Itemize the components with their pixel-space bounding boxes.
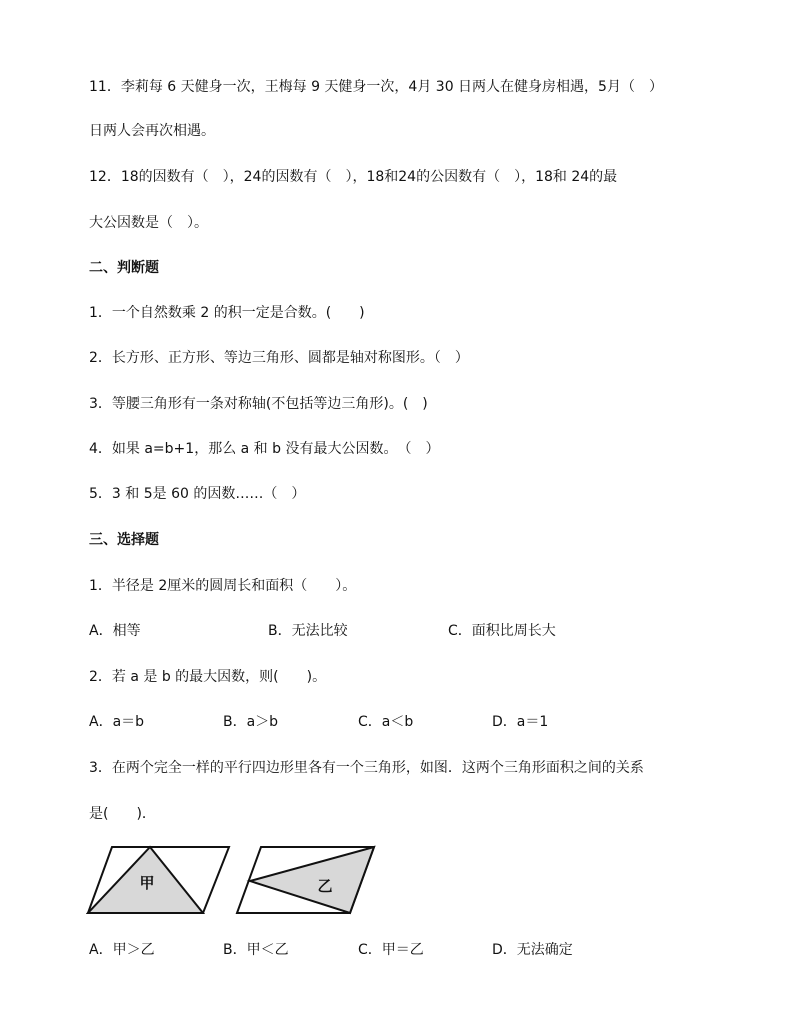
judge-q4: 4．如果 a=b+1，那么 a 和 b 没有最大公因数。 （ ） <box>89 441 440 457</box>
choice-q1-option-b: B．无法比较 <box>268 623 348 639</box>
choice-q2: 2．若 a 是 b 的最大因数，则( )。 <box>89 669 327 685</box>
choice-q3-option-a: A．甲＞乙 <box>89 942 155 958</box>
section2-heading: 二、判断题 <box>89 260 159 276</box>
choice-q3-option-d: D．无法确定 <box>492 942 573 958</box>
parallelogram-figure-left <box>86 843 236 923</box>
q11-line1: 11．李莉每 6 天健身一次，王梅每 9 天健身一次，4月 30 日两人在健身房相遇，5月（ ） <box>89 79 663 95</box>
triangle-yi-label: 乙 <box>317 877 333 895</box>
choice-q2-option-b: B．a＞b <box>223 714 279 730</box>
q12-line2: 大公因数是（ ）。 <box>89 215 208 231</box>
choice-q1: 1．半径是 2厘米的圆周长和面积（ ）。 <box>89 578 357 594</box>
choice-q1-option-a: A．相等 <box>89 623 141 639</box>
q11-line2: 日两人会再次相遇。 <box>89 123 215 139</box>
choice-q1-option-c: C．面积比周长大 <box>448 623 556 639</box>
triangle-jia-label: 甲 <box>139 874 155 892</box>
choice-q3-option-b: B．甲＜乙 <box>223 942 289 958</box>
judge-q3: 3．等腰三角形有一条对称轴(不包括等边三角形)。( ) <box>89 396 428 412</box>
judge-q1: 1．一个自然数乘 2 的积一定是合数。( ) <box>89 305 365 321</box>
choice-q3-line2: 是( )． <box>89 806 156 822</box>
choice-q2-option-c: C．a＜b <box>358 714 414 730</box>
parallelogram-figure-right <box>233 843 383 923</box>
choice-q3-option-c: C．甲＝乙 <box>358 942 424 958</box>
choice-q3-line1: 3．在两个完全一样的平行四边形里各有一个三角形，如图．这两个三角形面积之间的关系 <box>89 760 644 776</box>
choice-q2-option-d: D．a＝1 <box>492 714 549 730</box>
q12-line1: 12．18的因数有（ ），24的因数有（ ），18和24的公因数有（ ），18和 24的最 <box>89 169 618 185</box>
choice-q2-option-a: A．a＝b <box>89 714 145 730</box>
section3-heading: 三、选择题 <box>89 532 159 548</box>
judge-q5: 5．3 和 5是 60 的因数……（ ） <box>89 486 306 502</box>
judge-q2: 2．长方形、正方形、等边三角形、圆都是轴对称图形。（ ） <box>89 350 469 366</box>
